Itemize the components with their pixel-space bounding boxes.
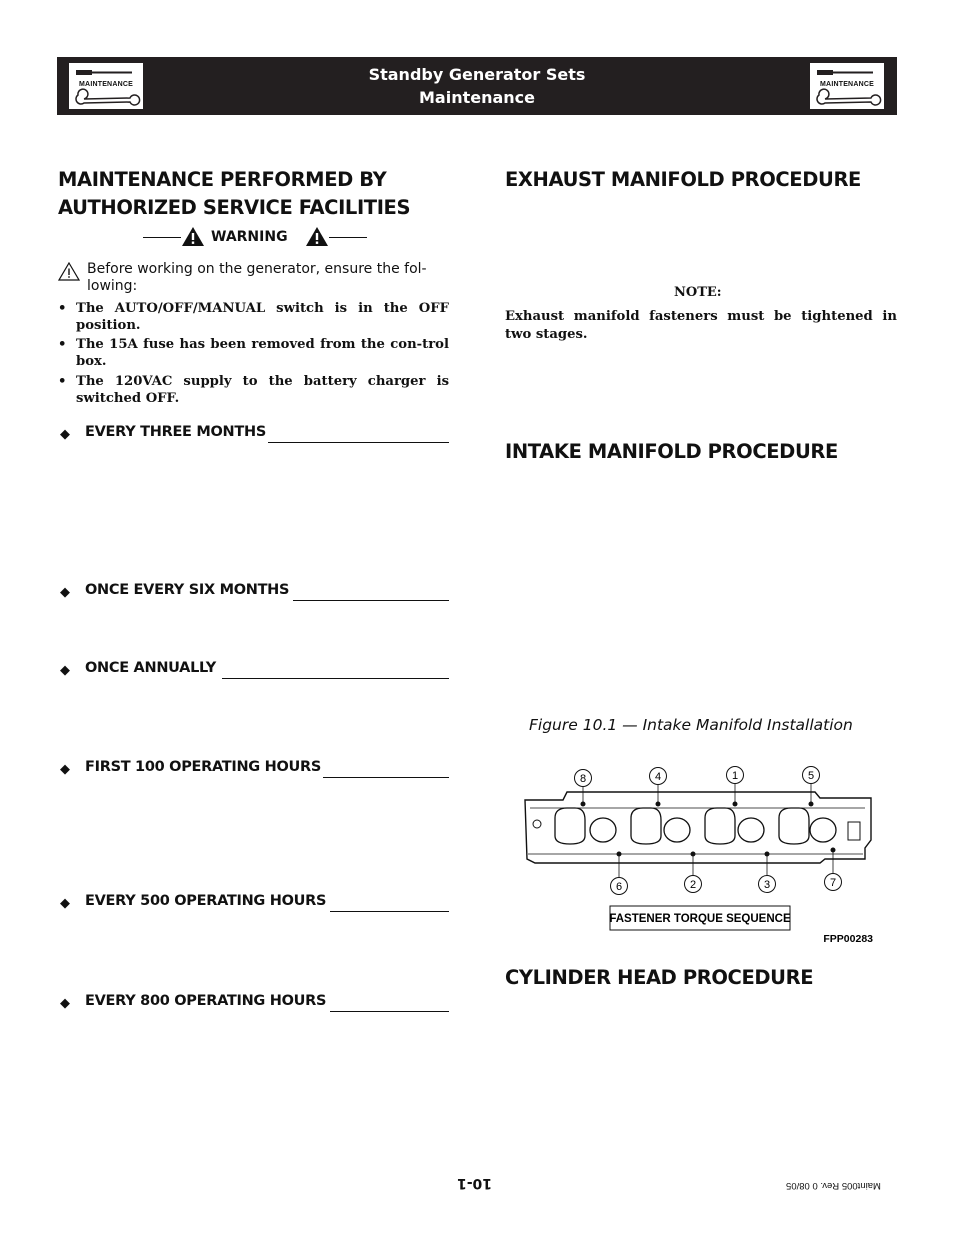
section-rule (323, 777, 449, 778)
cylinder-heading: CYLINDER HEAD PROCEDURE (505, 966, 814, 989)
section-once-annually (58, 659, 449, 679)
section-label: EVERY THREE MONTHS (85, 424, 266, 440)
section-every-three-months (58, 423, 449, 443)
note-label: NOTE: (674, 285, 722, 300)
warning-outline-icon (58, 262, 80, 281)
badge-label: MAINTENANCE (820, 81, 874, 88)
warning-label: WARNING (211, 229, 288, 245)
maintenance-badge-right (809, 62, 885, 110)
bullet-dot-icon: • (58, 374, 67, 389)
section-first-100-hours (58, 758, 449, 778)
figure-code: FPP00283 (823, 933, 873, 945)
callout-number: 2 (689, 879, 697, 891)
section-label: EVERY 500 OPERATING HOURS (85, 893, 327, 909)
warning-rule-left (143, 237, 181, 238)
header-title-line2: Maintenance (418, 88, 535, 107)
left-heading (58, 166, 410, 222)
list-item (58, 336, 449, 370)
warning-intro-text: Before working on the generator, ensure the fol-lowing: (87, 261, 427, 294)
section-rule (330, 1011, 449, 1012)
diamond-bullet-icon: ◆ (60, 761, 70, 776)
callout-number: 7 (829, 877, 837, 889)
list-item (58, 300, 449, 334)
diamond-bullet-icon: ◆ (60, 662, 70, 677)
bullet-text: The 15A fuse has been removed from the con-trol box. (76, 337, 449, 369)
manifold-drawing (515, 762, 880, 947)
callout-number: 6 (615, 881, 623, 893)
diamond-bullet-icon: ◆ (60, 995, 70, 1010)
diamond-bullet-icon: ◆ (60, 584, 70, 599)
bullet-text: The AUTO/OFF/MANUAL switch is in the OFF position. (76, 301, 449, 333)
warning-triangle-icon (305, 226, 329, 247)
figure-caption: Figure 10.1 — Intake Manifold Installation (529, 716, 853, 734)
header-title-line1: Standby Generator Sets (368, 65, 586, 84)
exhaust-heading: EXHAUST MANIFOLD PROCEDURE (505, 168, 861, 191)
note-text: Exhaust manifold fasteners must be tightened in two stages. (505, 309, 897, 342)
bullet-dot-icon: • (58, 337, 67, 352)
intake-manifold-figure (515, 762, 880, 947)
section-once-every-six-months (58, 581, 449, 601)
callout-number: 3 (763, 879, 771, 891)
section-label: FIRST 100 OPERATING HOURS (85, 759, 321, 775)
section-rule (268, 442, 449, 443)
warning-triangle-icon (181, 226, 205, 247)
warning-rule-right (329, 237, 367, 238)
diamond-bullet-icon: ◆ (60, 426, 70, 441)
warning-banner (143, 225, 367, 249)
section-rule (222, 678, 449, 679)
bullet-text: The 120VAC supply to the battery charger is switched OFF. (76, 374, 449, 406)
header-title (57, 63, 897, 109)
callout-number: 4 (654, 771, 662, 783)
callout-number: 8 (579, 773, 587, 785)
section-label: ONCE ANNUALLY (85, 660, 216, 676)
diamond-bullet-icon: ◆ (60, 895, 70, 910)
revision-code: Maint005 Rev. 0 08/05 (786, 1180, 881, 1191)
header-band (57, 57, 897, 115)
section-label: ONCE EVERY SIX MONTHS (85, 582, 290, 598)
list-item (58, 373, 449, 407)
section-every-500-hours (58, 892, 449, 912)
badge-label: MAINTENANCE (79, 81, 133, 88)
section-every-800-hours (58, 992, 449, 1012)
page-number: 10-1 (457, 1175, 493, 1191)
left-heading-line1: MAINTENANCE PERFORMED BY (58, 168, 387, 191)
sequence-label: FASTENER TORQUE SEQUENCE (609, 913, 791, 925)
callout-number: 5 (807, 770, 815, 782)
intake-heading: INTAKE MANIFOLD PROCEDURE (505, 440, 838, 463)
section-rule (293, 600, 449, 601)
section-label: EVERY 800 OPERATING HOURS (85, 993, 327, 1009)
left-heading-line2: AUTHORIZED SERVICE FACILITIES (58, 196, 411, 219)
bullet-dot-icon: • (58, 301, 67, 316)
section-rule (330, 911, 449, 912)
callout-number: 1 (731, 770, 739, 782)
